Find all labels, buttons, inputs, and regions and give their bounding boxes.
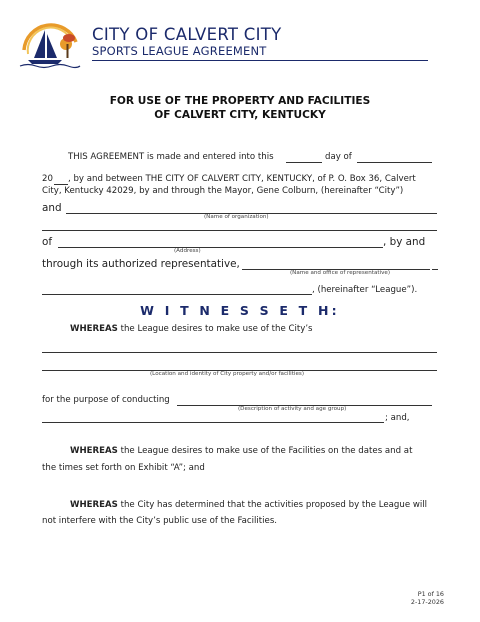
year-blank	[54, 184, 68, 185]
hereinafter-league: , (hereinafter “League”).	[312, 285, 418, 295]
whereas-keyword: WHEREAS	[70, 500, 118, 510]
caption-organization: (Name of organization)	[204, 214, 269, 220]
whereas-2-text: the League desires to make use of the Facilities on the dates and at	[117, 446, 413, 456]
purpose-label: for the purpose of conducting	[42, 395, 170, 405]
p1-line1-a: THIS AGREEMENT is made and entered into this	[68, 152, 274, 162]
and-comma: ; and,	[385, 413, 410, 423]
document-title-line2: OF CALVERT CITY, KENTUCKY	[154, 109, 326, 121]
caption-representative: (Name and office of representative)	[290, 270, 391, 276]
whereas-2-line1	[70, 446, 412, 457]
whereas-3-text: the City has determined that the activities proposed by the League will	[117, 500, 428, 510]
address-line	[58, 247, 383, 248]
whereas-1	[70, 324, 313, 335]
whereas-3-line1	[70, 500, 427, 511]
of-label: of	[42, 236, 53, 248]
and-label: and	[42, 202, 62, 214]
whereas-keyword: WHEREAS	[70, 324, 118, 334]
revision-date: 2-17-2026	[410, 598, 444, 606]
through-label: through its authorized representative,	[42, 258, 240, 270]
whereas-keyword: WHEREAS	[70, 446, 118, 456]
caption-address: (Address)	[174, 248, 201, 254]
page-number: P1 of 16	[417, 590, 444, 598]
whereas-1-text: the League desires to make use of the City’s	[117, 324, 313, 334]
org-name: CITY OF CALVERT CITY	[92, 25, 282, 44]
by-and-label: , by and	[383, 236, 426, 248]
agreement-subtitle: SPORTS LEAGUE AGREEMENT	[92, 44, 267, 58]
caption-location: (Location and identity of City property and/or facilities)	[150, 371, 305, 377]
whereas-3-line2: not interfere with the City’s public use of the Facilities.	[42, 516, 278, 526]
organization-name-line-2	[42, 230, 437, 231]
month-blank	[357, 162, 432, 163]
witnesseth-heading: W I T N E S S E T H:	[140, 303, 340, 318]
city-logo-icon	[18, 20, 82, 70]
day-blank	[286, 162, 322, 163]
representative-line-end	[432, 269, 438, 270]
p1-line2-b: , by and between THE CITY OF CALVERT CITY, KENTUCKY, of P. O. Box 36, Calvert	[68, 174, 416, 184]
caption-activity: (Description of activity and age group)	[238, 406, 347, 412]
header-rule	[92, 60, 428, 61]
document-title-line1: FOR USE OF THE PROPERTY AND FACILITIES	[109, 95, 371, 107]
p1-line2-a: 20	[42, 174, 53, 184]
location-line-1	[42, 352, 437, 353]
p1-line1-b: day of	[325, 152, 352, 162]
activity-line-2	[42, 422, 384, 423]
league-name-line	[42, 294, 312, 295]
whereas-2-line2: the times set forth on Exhibit “A”; and	[42, 463, 205, 473]
p1-line3: City, Kentucky 42029, by and through the Mayor, Gene Colburn, (hereinafter “City”)	[42, 186, 404, 196]
